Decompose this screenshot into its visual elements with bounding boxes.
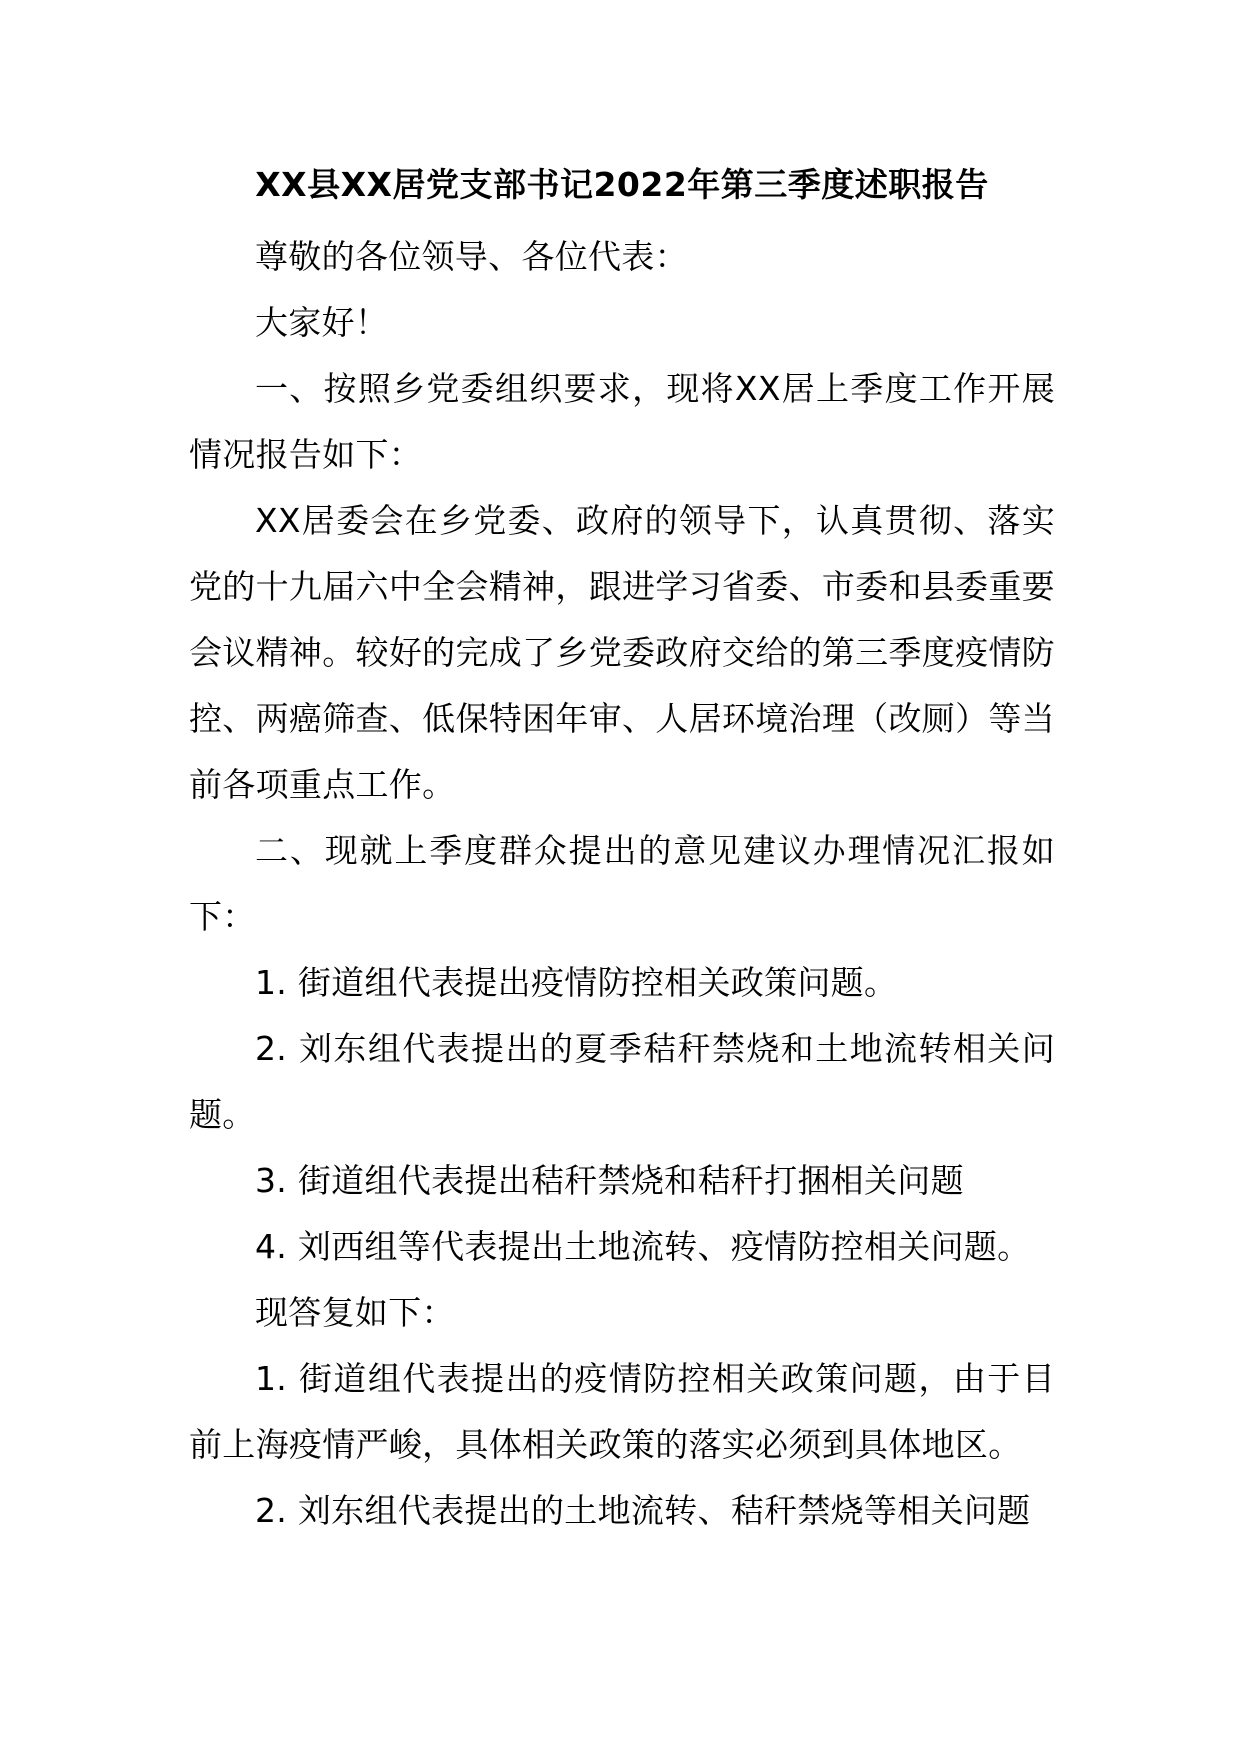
list-item-issue-1: 1. 街道组代表提出疫情防控相关政策问题。 [255, 963, 898, 1002]
paragraph-section-one-intro: 一、按照乡党委组织要求，现将XX居上季度工作开展情况报告如下： [189, 369, 1055, 474]
list-item-issue-2: 2. 刘东组代表提出的夏季秸秆禁烧和土地流转相关问题。 [189, 1029, 1055, 1134]
paragraph-section-two-intro: 二、现就上季度群众提出的意见建议办理情况汇报如下： [189, 831, 1055, 936]
list-item-issue-3: 3. 街道组代表提出秸秆禁烧和秸秆打捆相关问题 [255, 1161, 964, 1200]
paragraph-salutation: 尊敬的各位领导、各位代表： [255, 237, 688, 276]
document-body [189, 224, 1055, 1544]
list-item-reply-2: 2. 刘东组代表提出的土地流转、秸秆禁烧等相关问题 [255, 1491, 1031, 1530]
paragraph-reply-intro: 现答复如下： [255, 1293, 455, 1332]
paragraph-greeting: 大家好！ [255, 303, 389, 342]
document-page [189, 160, 1055, 1544]
list-item-issue-4: 4. 刘西组等代表提出土地流转、疫情防控相关问题。 [255, 1227, 1031, 1266]
document-title: XX县XX居党支部书记2022年第三季度述职报告 [255, 165, 989, 204]
paragraph-work-summary: XX居委会在乡党委、政府的领导下，认真贯彻、落实党的十九届六中全会精神，跟进学习省委、市委和县委重要会议精神。较好的完成了乡党委政府交给的第三季度疫情防控、两癌筛查、低保特困年审、人居环境治理（改厕）等当前各项重点工作。 [189, 501, 1055, 804]
list-item-reply-1: 1. 街道组代表提出的疫情防控相关政策问题，由于目前上海疫情严峻，具体相关政策的落实必须到具体地区。 [189, 1359, 1055, 1464]
